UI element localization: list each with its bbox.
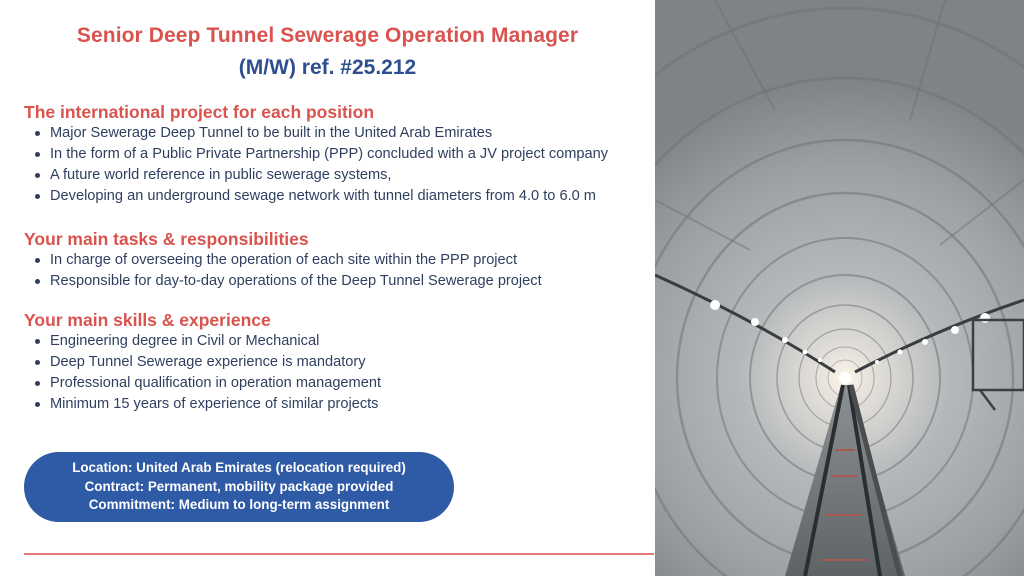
bullet-icon	[35, 194, 40, 199]
bullet-icon	[35, 381, 40, 386]
bullet-list	[24, 331, 654, 415]
list-item: Major Sewerage Deep Tunnel to be built in the United Arab Emirates	[34, 123, 654, 144]
section-tasks	[24, 228, 654, 292]
list-item: A future world reference in public sewerage systems,	[34, 165, 654, 186]
section-skills	[24, 309, 654, 415]
bullet-icon	[35, 402, 40, 407]
bullet-list	[24, 250, 654, 292]
list-item: In charge of overseeing the operation of each site within the PPP project	[34, 250, 654, 271]
bullet-icon	[35, 152, 40, 157]
list-item: Professional qualification in operation management	[34, 373, 654, 394]
list-item: Deep Tunnel Sewerage experience is mandatory	[34, 352, 654, 373]
location-text: Location: United Arab Emirates (relocation required)	[72, 460, 406, 476]
bullet-icon	[35, 258, 40, 263]
bullet-icon	[35, 339, 40, 344]
list-item: Engineering degree in Civil or Mechanical	[34, 331, 654, 352]
job-summary-pill	[24, 452, 454, 522]
bullet-icon	[35, 279, 40, 284]
bullet-list	[24, 123, 654, 207]
list-item: Developing an underground sewage network with tunnel diameters from 4.0 to 6.0 m	[34, 186, 654, 207]
commitment-text: Commitment: Medium to long-term assignment	[88, 497, 390, 513]
list-item: In the form of a Public Private Partnership (PPP) concluded with a JV project company	[34, 144, 654, 165]
job-title: Senior Deep Tunnel Sewerage Operation Manager	[76, 24, 579, 47]
list-item: Minimum 15 years of experience of similar projects	[34, 394, 654, 415]
bullet-icon	[35, 173, 40, 178]
list-item: Responsible for day-to-day operations of the Deep Tunnel Sewerage project	[34, 271, 654, 292]
section-project	[24, 101, 654, 207]
contract-text: Contract: Permanent, mobility package provided	[84, 478, 394, 494]
tunnel-image-icon	[655, 0, 1024, 576]
tunnel-photo	[655, 0, 1024, 576]
bullet-icon	[35, 131, 40, 136]
job-reference: (M/W) ref. #25.212	[238, 56, 417, 79]
section-heading: The international project for each position	[24, 102, 375, 122]
section-heading: Your main skills & experience	[24, 310, 271, 330]
divider-line	[24, 553, 654, 555]
section-heading: Your main tasks & responsibilities	[24, 229, 309, 249]
bullet-icon	[35, 360, 40, 365]
